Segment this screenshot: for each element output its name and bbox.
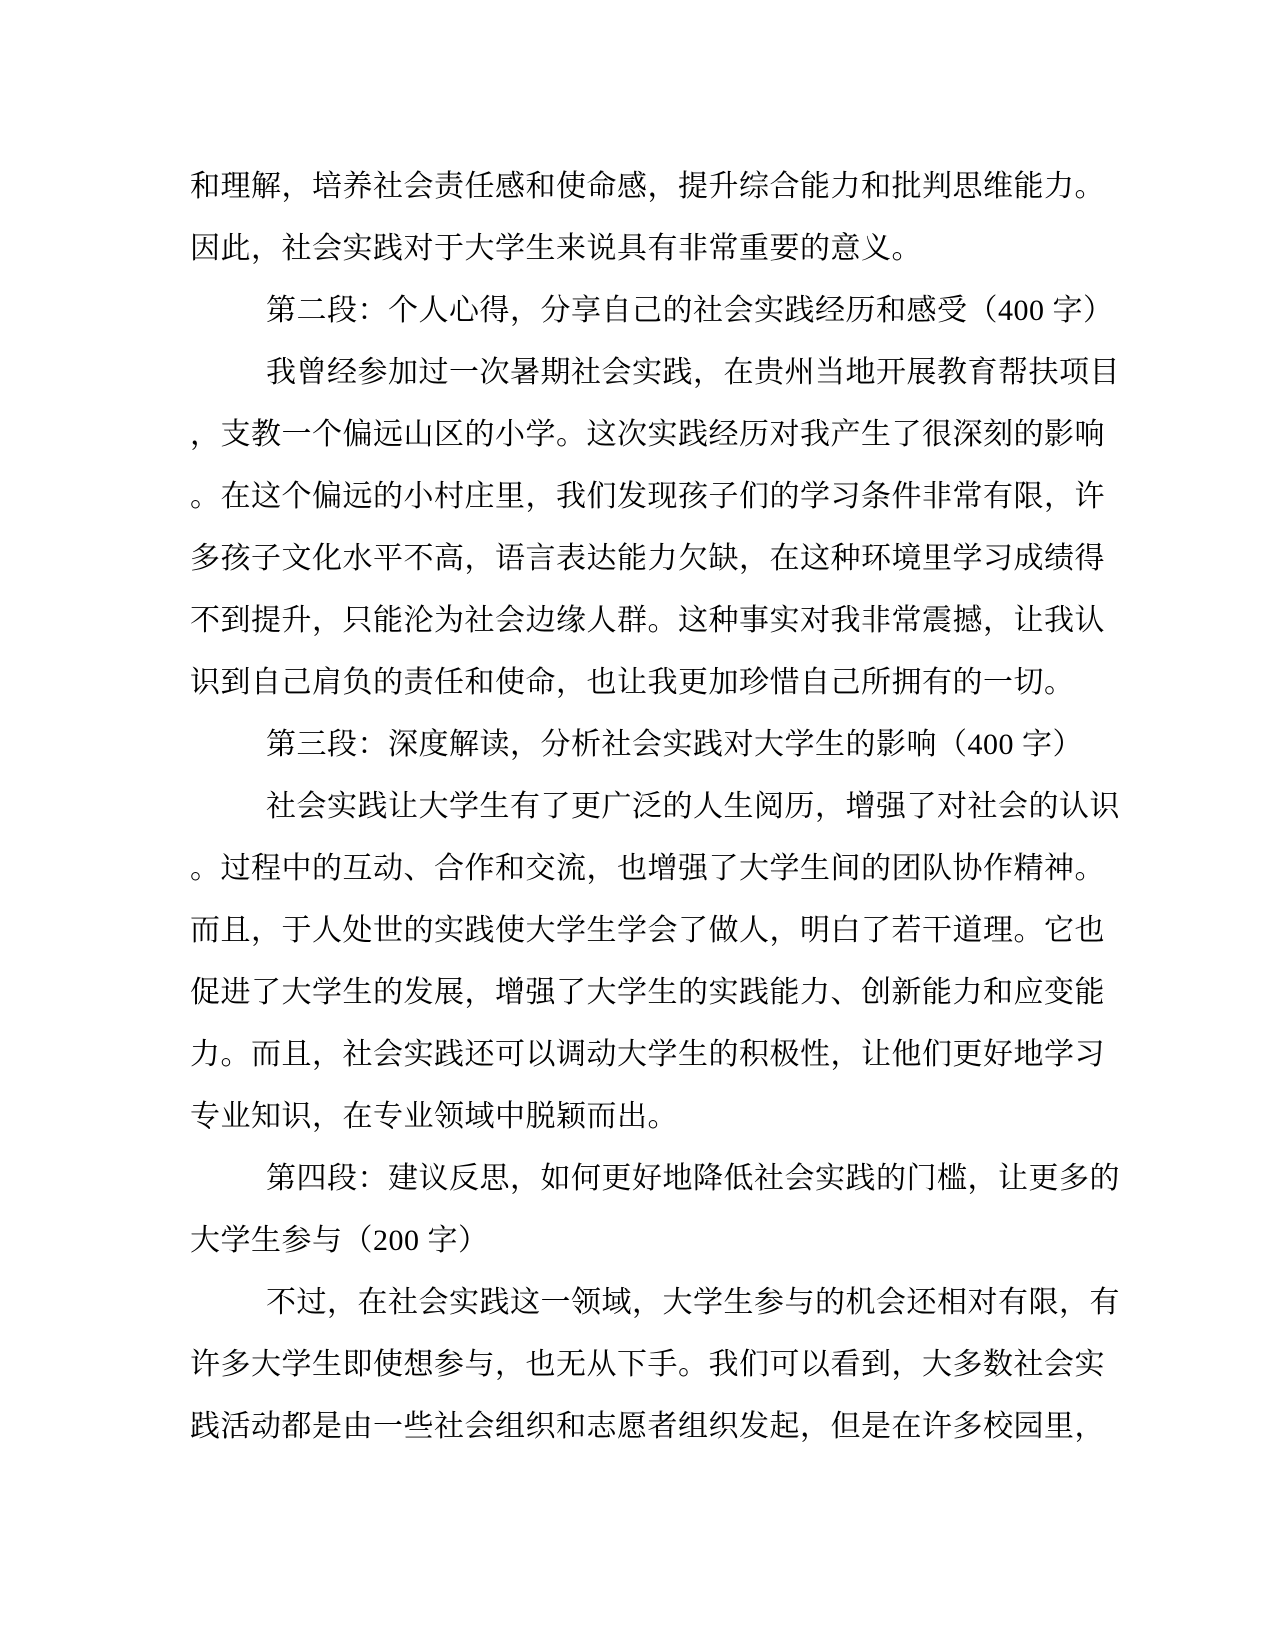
document-line: 。在这个偏远的小村庄里，我们发现孩子们的学习条件非常有限，许	[190, 480, 1105, 513]
document-line-section-heading: 第三段：深度解读，分析社会实践对大学生的影响（400 字）	[266, 728, 1083, 761]
document-text	[190, 156, 1120, 1458]
document-line: 社会实践让大学生有了更广泛的人生阅历，增强了对社会的认识	[266, 790, 1120, 823]
document-line: 不到提升，只能沦为社会边缘人群。这种事实对我非常震撼，让我认	[190, 604, 1105, 637]
document-line: ，支教一个偏远山区的小学。这次实践经历对我产生了很深刻的影响	[190, 418, 1105, 451]
document-line-section-heading: 第二段：个人心得，分享自己的社会实践经历和感受（400 字）	[266, 294, 1114, 327]
document-line: 多孩子文化水平不高，语言表达能力欠缺，在这种环境里学习成绩得	[190, 542, 1105, 575]
document-line: 专业知识，在专业领域中脱颖而出。	[190, 1100, 678, 1133]
document-line-section-heading: 第四段：建议反思，如何更好地降低社会实践的门槛，让更多的	[266, 1162, 1120, 1195]
document-line: 践活动都是由一些社会组织和志愿者组织发起，但是在许多校园里，	[190, 1410, 1105, 1443]
document-line: 促进了大学生的发展，增强了大学生的实践能力、创新能力和应变能	[190, 976, 1105, 1009]
document-line: 而且，于人处世的实践使大学生学会了做人，明白了若干道理。它也	[190, 914, 1105, 947]
document-line: 识到自己肩负的责任和使命，也让我更加珍惜自己所拥有的一切。	[190, 666, 1075, 699]
document-line: 因此，社会实践对于大学生来说具有非常重要的意义。	[190, 232, 922, 265]
document-line: 。过程中的互动、合作和交流，也增强了大学生间的团队协作精神。	[190, 852, 1105, 885]
document-line: 许多大学生即使想参与，也无从下手。我们可以看到，大多数社会实	[190, 1348, 1105, 1381]
document-line: 和理解，培养社会责任感和使命感，提升综合能力和批判思维能力。	[190, 170, 1105, 203]
document-line: 大学生参与（200 字）	[190, 1224, 489, 1257]
document-line: 力。而且，社会实践还可以调动大学生的积极性，让他们更好地学习	[190, 1038, 1105, 1071]
document-line: 不过，在社会实践这一领域，大学生参与的机会还相对有限，有	[266, 1286, 1120, 1319]
document-line: 我曾经参加过一次暑期社会实践，在贵州当地开展教育帮扶项目	[266, 356, 1120, 389]
